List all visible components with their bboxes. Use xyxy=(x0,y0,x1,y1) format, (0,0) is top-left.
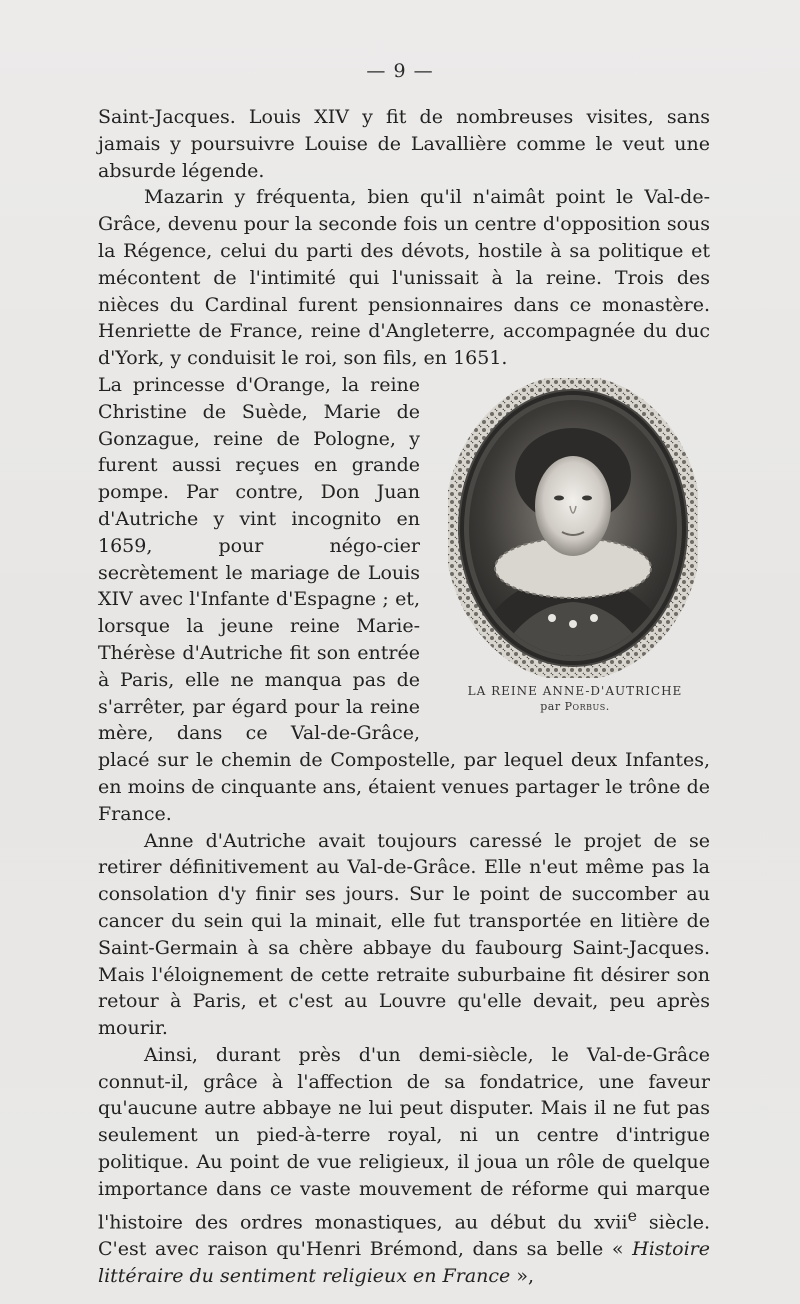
paragraph-4-text-after: siècle. C'est avec raison qu'Henri Brémond, dans sa belle « xyxy=(98,1211,710,1260)
caption-by: par xyxy=(540,699,561,713)
portrait-figure xyxy=(440,378,710,732)
book-title: Histoire littéraire du sentiment religieux en France xyxy=(98,1237,710,1287)
portrait-image xyxy=(448,378,698,678)
paragraph-4-superscript: e xyxy=(627,1205,637,1225)
body-text xyxy=(98,104,710,1289)
paragraph-4-text: Ainsi, durant près d'un demi-siècle, le Val-de-Grâce connut-il, grâce à l'affection de sa fondatrice, une faveur qu'aucune autre abbaye ne lui peut disputer. Mais il ne fut pas seulement un pied-à-terre royal, ni un centre d'intrigue politique. Au point de vue religieux, il joua un rôle de quelque importance dans ce vaste mouvement de réforme qui marque l'histoire des ordres monastiques, au début du xvii xyxy=(98,1043,710,1233)
paragraph-4-end: », xyxy=(510,1264,534,1287)
paragraph-2-rest: La princesse d'Orange, la reine Christine de Suède, Marie de Gonzague, reine de Pologne, y furent aussi reçues en grande pompe. Par contre, Don Juan d'Autriche y vint incognito en 1659, pour négo-cier secrètement le mariage de Louis XIV avec l'Infante d'Espagne ; et, lorsque la jeune reine Marie-Thérèse d'Autriche fit son entrée à Paris, elle ne manqua pas de s'arrêter, par égard pour la reine mère, dans ce Val-de-Grâce, placé sur le chemin de Compostelle, par lequel deux Infantes, en moins de cinquante ans, étaient venues partager le trône de France. xyxy=(98,373,710,825)
paragraph-4 xyxy=(98,1042,710,1290)
paragraph-1: Saint-Jacques. Louis XIV y fit de nombreuses visites, sans jamais y poursuivre Louise de Lavallière comme le veut une absurde légende. xyxy=(98,106,710,182)
caption-artist: Porbus. xyxy=(564,699,610,713)
page-number: — 9 — xyxy=(366,60,434,82)
paragraph-2-intro: Mazarin y fréquenta, bien qu'il n'aimât point le Val-de-Grâce, devenu pour la seconde fois un centre d'opposition sous la Régence, celui du parti des dévots, hostile à sa politique et mécontent de l'intimité qui l'unissait à la reine. Trois des nièces du Cardinal furent pensionnaires dans ce monastère. Henriette de France, reine d'Angleterre, accompagnée du duc d'York, y conduisit le roi, son fils, en 1651. xyxy=(98,186,710,370)
figure-caption xyxy=(440,684,710,714)
caption-credit xyxy=(440,699,710,714)
caption-title: LA REINE ANNE-D'AUTRICHE xyxy=(467,683,683,698)
paragraph-3: Anne d'Autriche avait toujours caressé le projet de se retirer définitivement au Val-de-Grâce. Elle n'eut même pas la consolation d'y finir ses jours. Sur le point de succomber au cancer du sein qui la minait, elle fut transportée en litière de Saint-Germain à sa chère abbaye du faubourg Saint-Jacques. Mais l'éloignement de cette retraite suburbaine fit désirer son retour à Paris, et c'est au Louvre qu'elle devait, peu après mourir. xyxy=(98,829,710,1040)
